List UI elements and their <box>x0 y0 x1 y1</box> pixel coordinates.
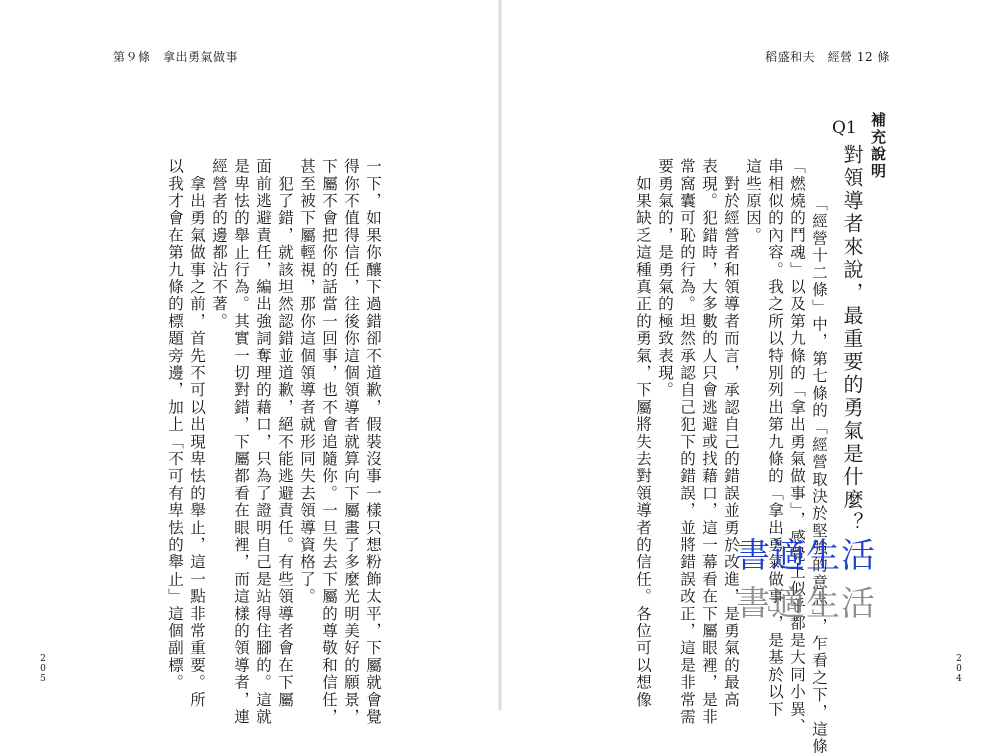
question-title: 對領導者來說，最重要的勇氣是什麼？ <box>840 144 864 535</box>
watermark-logo-primary: 書適生活 <box>736 536 876 576</box>
right-text-column-3: 串相似的內容。我之所以特別列出第九條的「拿出勇氣做事」，是基於以下 <box>766 158 784 718</box>
left-text-column-8: 經營者的邊都沾不著。 <box>210 158 228 330</box>
right-page-number: 204 <box>954 654 964 684</box>
left-text-column-3: 下屬不會把你的話當一回事，也不會追隨你。一旦失去下屬的尊敬和信任， <box>320 158 338 726</box>
left-text-column-10: 以我才會在第九條的標題旁邊，加上「不可有卑怯的舉止」這個副標。 <box>166 158 184 692</box>
book-gutter <box>498 0 502 710</box>
left-text-column-6: 面前逃避責任，編出強詞奪理的藉口，只為了證明自己是站得住腳的。這就 <box>254 158 272 726</box>
left-text-column-7: 是卑怯的舉止行為。其實一切對錯，下屬都看在眼裡，而這樣的領導者，連 <box>232 158 250 726</box>
watermark-logo-secondary: 書適生活 <box>736 584 876 624</box>
left-page-number: 205 <box>38 654 48 684</box>
right-text-column-2: 「燃燒的鬥魂」以及第九條的「拿出勇氣做事」，感覺上似乎都是大同小異、 <box>788 158 806 736</box>
right-text-column-5: 對於經營者和領導者而言，承認自己的錯誤並勇於改進，是勇氣的最高 <box>722 158 740 709</box>
right-text-column-6: 表現。犯錯時，大多數的人只會逃避或找藉口，這一幕看在下屬眼裡，是非 <box>700 158 718 726</box>
section-label: 補充說明 <box>869 112 887 180</box>
right-text-column-1: 「經營十二條」中，第七條的「經營取決於堅強的意志」，乍看之下，這條 <box>810 186 828 755</box>
right-text-column-9: 如果缺乏這種真正的勇氣，下屬將失去對領導者的信任。各位可以想像 <box>634 158 652 709</box>
left-text-column-2: 得你不值得信任，往後你這個領導者就算向下屬畫了多麼光明美好的願景， <box>342 158 360 726</box>
left-running-header: 第９條 拿出勇氣做事 <box>113 50 239 64</box>
question-number: Q1 <box>832 118 857 138</box>
right-running-header: 稻盛和夫 經營 12 條 <box>765 50 890 64</box>
right-text-column-8: 要勇氣的，是勇氣的極致表現。 <box>656 158 674 399</box>
left-text-column-1: 一下，如果你釀下過錯卻不道歉，假裝沒事一樣只想粉飾太平，下屬就會覺 <box>364 158 382 726</box>
right-text-column-7: 常窩囊可恥的行為。坦然承認自己犯下的錯誤，並將錯誤改正，這是非常需 <box>678 158 696 726</box>
left-text-column-9: 拿出勇氣做事之前，首先不可以出現卑怯的舉止，這一點非常重要。所 <box>188 158 206 709</box>
left-text-column-5: 犯了錯，就該坦然認錯並道歉，絕不能逃避責任。有些領導者會在下屬 <box>276 158 294 709</box>
right-text-column-4: 這些原因。 <box>744 158 762 244</box>
left-text-column-4: 甚至被下屬輕視，那你這個領導者就形同失去領導資格了。 <box>298 158 316 606</box>
